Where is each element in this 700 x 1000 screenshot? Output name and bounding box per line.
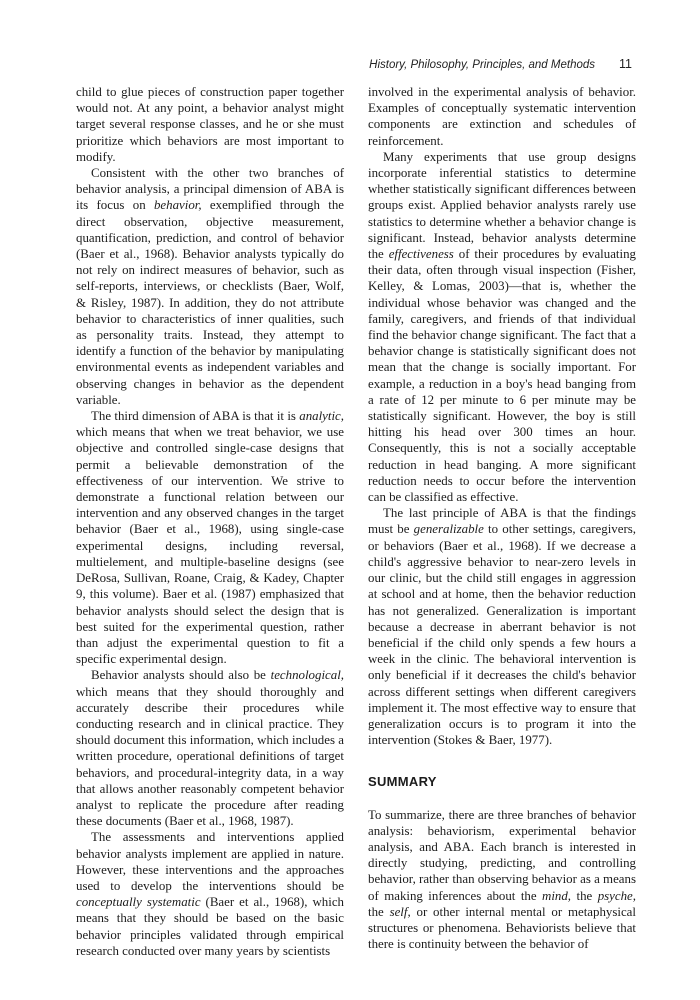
paragraph-continuation: child to glue pieces of construction paper together would not. At any point, a behavior analyst might target several response classes, and he or she must prioritize which behaviors are most important to modify. xyxy=(76,85,344,164)
paragraph-conceptually-systematic: The assessments and interventions applied behavior analysts implement are applied in nature. However, these interventions and the approaches used to develop the interventions should be conceptually systematic (Baer et al., 1968), which means that they should be based on the basic behavior principles validated through empirical research conducted over many years by scientists xyxy=(76,830,344,958)
paragraph-behavior-dimension: Consistent with the other two branches of behavior analysis, a principal dimension of ABA is its focus on behavior, exemplified through the direct observation, objective measurement, quantification, prediction, and control of behavior (Baer et al., 1968). Behavior analysts typically do not rely on indirect measures of behavior, such as self-reports, interviews, or checklists (Baer, Wolf, & Risley, 1987). In addition, they do not attribute behavior to characteristics of inner qualities, such as personality traits. Instead, they attempt to identify a function of the behavior by manipulating environmental events as independent variables and observing changes in behavior as the dependent variable. xyxy=(76,166,344,407)
paragraph-continuation: involved in the experimental analysis of behavior. Examples of conceptually systematic intervention components are extinction and schedules of reinforcement. xyxy=(368,85,636,148)
running-title: History, Philosophy, Principles, and Methods xyxy=(369,59,596,71)
left-column xyxy=(76,84,344,959)
page-number: 11 xyxy=(619,57,632,71)
paragraph-analytic-dimension: The third dimension of ABA is that it is analytic, which means that when we treat behavior, we use objective and controlled single-case designs that permit a believable demonstration of the effectiveness of our intervention. We strive to demonstrate a functional relation between our intervention and any observed changes in the target behavior (Baer et al., 1968), using single-case experimental designs, including reversal, multielement, and multiple-baseline designs (see DeRosa, Sullivan, Roane, Craig, & Kadey, Chapter 9, this volume). Baer et al. (1987) emphasized that behavior analysts should select the design that is best suited for the experimental question, rather than adjust the experimental question to fit a specific experimental design. xyxy=(76,409,344,667)
paragraph-effectiveness: Many experiments that use group designs incorporate inferential statistics to determine whether statistically significant differences between groups exist. Applied behavior analysts rarely use statistics to determine whether a behavior change is significant. Instead, behavior analysts determine the effectiveness of their procedures by evaluating their data, often through visual inspection (Fisher, Kelley, & Lomas, 2003)—that is, whether the individual whose behavior was changed and the family, caregivers, and friends of that individual find the behavior change significant. The fact that a behavior change is statistically significant does not mean that the change is socially important. For example, a reduction in a boy's head banging from a rate of 12 per minute to 6 per minute may be statistically significant. However, the boy is still hitting his head over 300 times an hour. Consequently, this is not a socially acceptable reduction in head banging. A more significant reduction needs to occur before the intervention can be classified as effective. xyxy=(368,149,636,505)
right-column xyxy=(368,84,636,952)
page-header xyxy=(369,57,632,71)
summary-heading: SUMMARY xyxy=(368,774,437,790)
paragraph-technological-dimension: Behavior analysts should also be technological, which means that they should thoroughly and accurately describe their procedures while conducting research and in clinical practice. They should document this information, which includes a written procedure, operational definitions of target behaviors, and procedural-integrity data, in a way that allows another reasonably competent behavior analyst to replicate the procedure after reading these documents (Baer et al., 1968, 1987). xyxy=(76,668,344,829)
paragraph-summary: To summarize, there are three branches of behavior analysis: behaviorism, experimental behavior analysis, and ABA. Each branch is interested in directly studying, predicting, and controlling behavior, rather than observing behavior as a means of making inferences about the mind, the psyche, the self, or other internal mental or metaphysical structures or phenomena. Behaviorists believe that there is continuity between the behavior of xyxy=(368,807,636,952)
paragraph-generalizable: The last principle of ABA is that the findings must be generalizable to other settings, caregivers, or behaviors (Baer et al., 1968). If we decrease a child's aggressive behavior to near-zero levels in our clinic, but the child still engages in aggression at school and at home, then the behavior reduction has not generalized. Generalization is important because a decrease in aberrant behavior is not beneficial if the child only spends a few hours a week in the clinic. The behavioral intervention is only beneficial if it decreases the child's behavior across different settings when different caregivers implement it. The most effective way to ensure that generalization occurs is to program it into the intervention (Stokes & Baer, 1977). xyxy=(368,506,637,748)
